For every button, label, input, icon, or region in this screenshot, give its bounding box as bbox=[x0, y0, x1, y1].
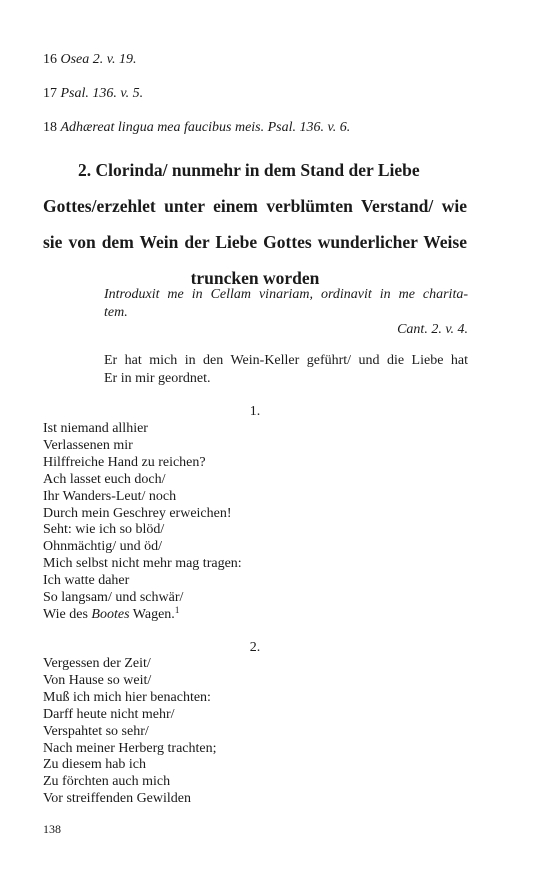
verse-line: Seht: wie ich so blöd/ bbox=[43, 522, 165, 538]
verse-line: Mich selbst nicht mehr mag tragen: bbox=[43, 556, 242, 572]
verse-line: Ach lasset euch doch/ bbox=[43, 471, 166, 487]
verse-line: Vergessen der Zeit/ bbox=[43, 656, 151, 671]
verse-line: Verspahtet so sehr/ bbox=[43, 723, 149, 739]
verse-italic: Bootes bbox=[91, 606, 130, 622]
verse-line: Ohnmächtig/ und öd/ bbox=[43, 539, 162, 555]
verse-line bbox=[43, 604, 242, 624]
verse-line: Hilffreiche Hand zu reichen? bbox=[43, 454, 206, 470]
title-line: Gottes/erzehlet unter einem verblümten Verstand/ wie bbox=[43, 196, 467, 216]
motto-translation bbox=[104, 352, 468, 387]
footnote-ref: 1 bbox=[174, 604, 180, 615]
verse-line: Vor streiffenden Gewilden bbox=[43, 791, 191, 807]
title-line: 2. Clorinda/ nunmehr in dem Stand der Liebe bbox=[78, 160, 420, 180]
verse-line: Muß ich mich hier benachten: bbox=[43, 689, 211, 705]
poem-title bbox=[43, 152, 467, 296]
footnote-17 bbox=[43, 85, 143, 103]
footnote-text: Osea 2. v. 19. bbox=[60, 52, 137, 67]
footnote-18 bbox=[43, 119, 350, 137]
motto-source: Cant. 2. v. 4. bbox=[397, 322, 468, 337]
footnote-number: 18 bbox=[43, 120, 57, 135]
verse-line: Ihr Wanders-Leut/ noch bbox=[43, 488, 177, 504]
verse-line: Ich watte daher bbox=[43, 573, 130, 589]
verse-line: Zu förchten auch mich bbox=[43, 774, 171, 790]
title-line: truncken worden bbox=[190, 268, 320, 288]
verse-line: Nach meiner Herberg trachten; bbox=[43, 740, 217, 756]
verse-line: Ist niemand allhier bbox=[43, 421, 148, 436]
verse-line: Zu diesem hab ich bbox=[43, 757, 147, 773]
stanza-2 bbox=[43, 656, 217, 808]
verse-text: Wie des bbox=[43, 606, 92, 622]
verse-line: Durch mein Geschrey erweichen! bbox=[43, 505, 232, 521]
stanza-number: 2. bbox=[249, 640, 261, 655]
verse-line: Von Hause so weit/ bbox=[43, 672, 152, 688]
motto bbox=[104, 286, 468, 339]
footnote-text: Psal. 136. v. 5. bbox=[60, 86, 144, 101]
motto-line: tem. bbox=[104, 304, 128, 320]
verse-line: So langsam/ und schwär/ bbox=[43, 590, 184, 606]
verse-line: Darff heute nicht mehr/ bbox=[43, 706, 175, 722]
verse-text: Wagen. bbox=[129, 606, 175, 622]
stanza-number: 1. bbox=[249, 404, 261, 419]
footnote-16 bbox=[43, 51, 136, 69]
stanza-1 bbox=[43, 421, 242, 624]
footnote-text: Adhæreat lingua mea faucibus meis. Psal. 136. v. 6. bbox=[60, 120, 351, 135]
title-line: sie von dem Wein der Liebe Gottes wunderlicher Weise bbox=[43, 232, 467, 252]
footnote-number: 17 bbox=[43, 86, 57, 101]
motto-line: Introduxit me in Cellam vinariam, ordinavit in me charita- bbox=[104, 287, 468, 302]
translation-line: Er in mir geordnet. bbox=[104, 370, 211, 386]
footnote-number: 16 bbox=[43, 52, 57, 67]
page-number: 138 bbox=[43, 822, 61, 836]
verse-line: Verlassenen mir bbox=[43, 437, 133, 453]
translation-line: Er hat mich in den Wein-Keller geführt/ und die Liebe hat bbox=[104, 353, 468, 368]
